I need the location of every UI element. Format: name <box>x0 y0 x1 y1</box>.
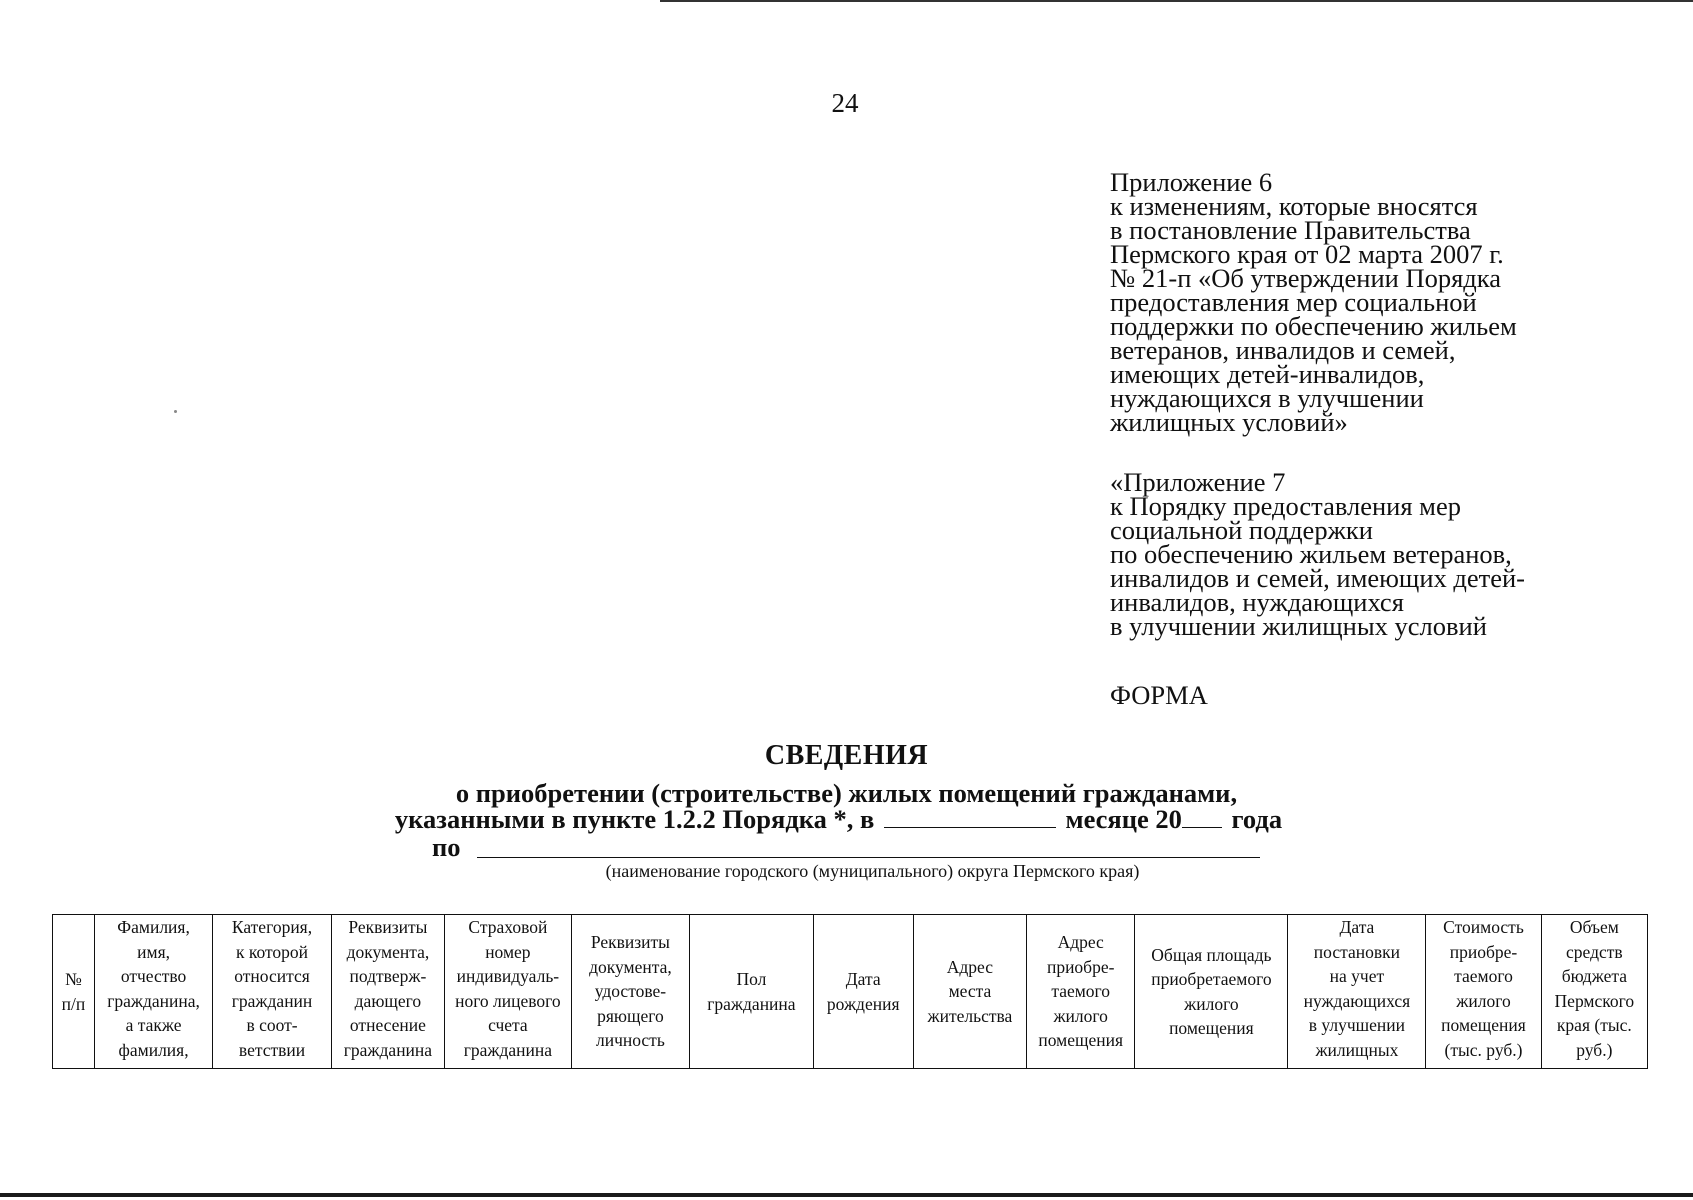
subtitle-line-2-middle: месяце 20 <box>1065 804 1182 834</box>
appendix-6-line: ветеранов, инвалидов и семей, <box>1110 335 1456 365</box>
column-header <box>690 915 814 1069</box>
appendix-6-line: Приложение 6 <box>1110 167 1273 197</box>
appendix-6-line: в постановление Правительства <box>1110 215 1471 245</box>
column-header <box>94 915 212 1069</box>
column-header <box>1288 915 1426 1069</box>
appendix-6-line: поддержки по обеспечению жильем <box>1110 311 1517 341</box>
column-header <box>571 915 689 1069</box>
appendix-7-line: социальной поддержки <box>1110 515 1373 545</box>
column-header <box>1426 915 1541 1069</box>
appendix-7-line: инвалидов и семей, имеющих детей- <box>1110 563 1525 593</box>
year-blank <box>1182 807 1222 828</box>
subtitle-line-1: о приобретении (строительстве) жилых помещений гражданами, <box>455 778 1238 808</box>
appendix-6-block <box>1110 167 1630 437</box>
info-table <box>52 914 1648 1069</box>
appendix-6-line: № 21-п «Об утверждении Порядка <box>1110 263 1502 293</box>
appendix-7-line: «Приложение 7 <box>1110 467 1286 497</box>
subtitle-line-2 <box>0 806 1685 832</box>
column-header <box>1541 915 1647 1069</box>
column-header <box>1135 915 1288 1069</box>
appendix-6-line: Пермского края от 02 марта 2007 г. <box>1110 239 1504 269</box>
column-header-text: Дата постановки на учет нуждающихся в улучшении жилищных <box>1303 917 1411 1060</box>
info-table-wrap <box>52 914 1648 1069</box>
column-header-text: Фамилия, имя, отчество гражданина, а также фамилия, <box>107 917 200 1060</box>
district-blank <box>477 857 1260 858</box>
column-header <box>331 915 444 1069</box>
appendix-6-line: нуждающихся в улучшении <box>1110 383 1424 413</box>
scan-top-edge <box>660 0 1693 2</box>
district-caption: (наименование городского (муниципального) округа Пермского края) <box>605 861 1140 881</box>
column-header-text: Категория, к которой относится гражданин в соот- ветствии <box>231 917 313 1060</box>
appendix-7-line: к Порядку предоставления мер <box>1110 491 1461 521</box>
appendix-6-line: имеющих детей-инвалидов, <box>1110 359 1425 389</box>
column-header <box>213 915 331 1069</box>
table-header-row <box>53 915 1648 1069</box>
appendix-7-line: в улучшении жилищных условий <box>1110 611 1487 641</box>
column-header-text: Объем средств бюджета Пермского края (тыс. руб.) <box>1554 917 1635 1060</box>
subtitle-line-2-suffix: года <box>1231 804 1283 834</box>
scan-bottom-edge <box>0 1193 1693 1197</box>
po-label: по <box>432 832 461 862</box>
appendix-6-line: жилищных условий» <box>1110 407 1348 437</box>
month-blank <box>884 807 1056 828</box>
column-header-text: Стоимость приобре- таемого жилого помещения (тыс. руб.) <box>1441 917 1526 1060</box>
subtitle-line-2-prefix: указанными в пункте 1.2.2 Порядка *, в <box>394 804 875 834</box>
column-header <box>813 915 913 1069</box>
appendix-7-line: инвалидов, нуждающихся <box>1110 587 1404 617</box>
column-header-text: Реквизиты документа, удостове- ряющего личность <box>589 932 672 1051</box>
column-header-text: Пол гражданина <box>707 969 796 1014</box>
column-header-text: Реквизиты документа, подтверж- дающего отнесение гражданина <box>343 917 433 1060</box>
column-header-text: Адрес места жительства <box>927 956 1013 1026</box>
appendix-7-line: по обеспечению жильем ветеранов, <box>1110 539 1512 569</box>
column-header-text: Дата рождения <box>826 969 900 1014</box>
column-header-text: № п/п <box>61 969 86 1014</box>
column-header <box>1027 915 1135 1069</box>
column-header-text: Страховой номер индивидуаль- ного лицевого счета гражданина <box>455 917 561 1060</box>
column-header <box>445 915 572 1069</box>
document-title: СВЕДЕНИЯ <box>764 740 929 771</box>
form-label: ФОРМА <box>1110 680 1208 710</box>
column-header <box>53 915 95 1069</box>
page-number: 24 <box>831 88 859 118</box>
column-header-text: Адрес приобре- таемого жилого помещения <box>1038 932 1124 1051</box>
column-header <box>913 915 1026 1069</box>
appendix-6-line: предоставления мер социальной <box>1110 287 1477 317</box>
appendix-7-block <box>1110 467 1630 641</box>
column-header-text: Общая площадь приобретаемого жилого помещения <box>1151 944 1272 1038</box>
scan-speck <box>174 410 177 413</box>
appendix-6-line: к изменениям, которые вносятся <box>1110 191 1478 221</box>
